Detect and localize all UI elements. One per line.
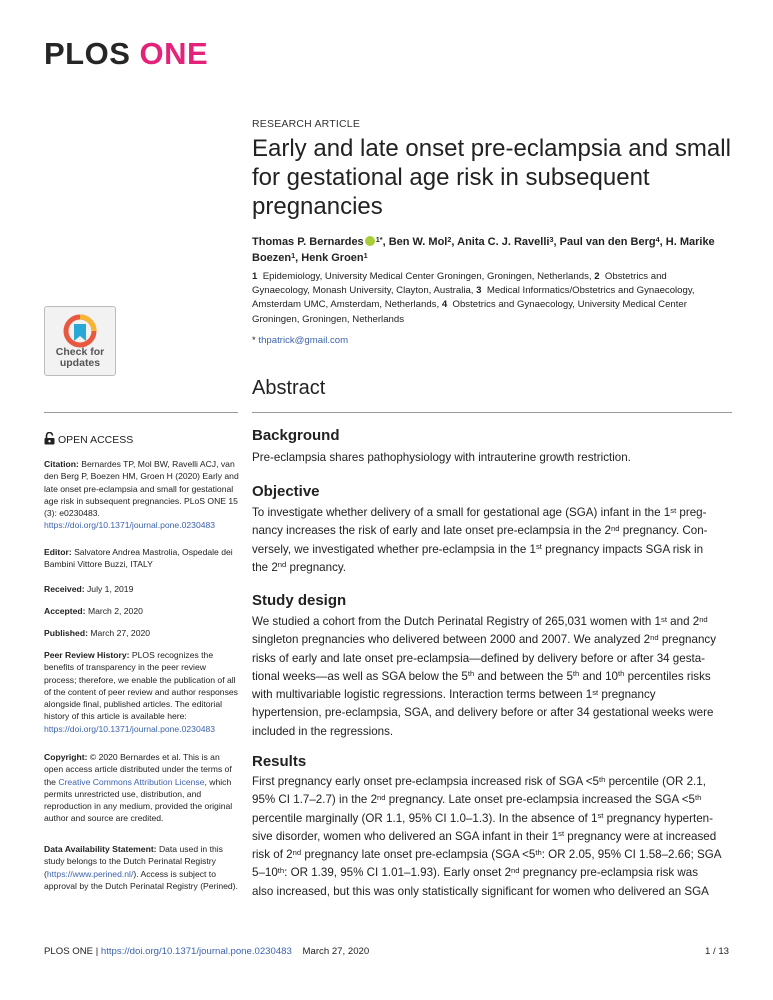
peer-review-text: PLOS recognizes the benefits of transparency in the peer review process; therefore, we enable the publication of all of the content of peer review and author responses alongside final, published articles. The editorial history of this article is available here: [44, 650, 238, 722]
data-availability-label: Data Availability Statement: [44, 844, 157, 854]
affiliation-ref: 1 [375, 234, 380, 244]
citation-block [44, 458, 240, 532]
results-heading: Results [252, 753, 307, 770]
affiliation-text: Obstetrics and Gynaecology, University Medical Center Groningen, Groningen, Netherlands [252, 299, 687, 325]
affiliation-ref: 2 [447, 234, 452, 244]
badge-line: Check for [55, 346, 105, 358]
corresponding-mark: * [252, 335, 256, 346]
affiliation-text: Medical Informatics/Obstetrics and Gynaecology, Amsterdam UMC, Amsterdam, Netherlands, [252, 285, 695, 311]
copyright-block [44, 751, 240, 825]
data-availability-text: Data used in this study belongs to the Dutch Perinatal Registry ( [44, 844, 223, 879]
copyright-text: , which permits unrestricted use, distribution, and reproduction in any medium, provided the original author and source are credited. [44, 776, 233, 824]
accepted-label: Accepted: [44, 606, 86, 616]
objective-text: To investigate whether delivery of a small for gestational age (SGA) infant in the 1st preg-nancy increases the risk of early and late onset pre-eclampsia in the 2nd pregnancy. Con-versely, we investigated whether pre-eclampsia in the 1st pregnancy impacts SGA risk in the 2nd pregnancy. [252, 505, 708, 574]
study-design-heading: Study design [252, 592, 347, 609]
bookmark-ring-icon [63, 314, 97, 348]
logo-one: ONE [139, 36, 209, 71]
published-label: Published: [44, 628, 88, 638]
affiliation-text: Epidemiology, University Medical Center Groningen, Groningen, Netherlands, [262, 271, 592, 282]
study-design-text: We studied a cohort from the Dutch Perinatal Registry of 265,031 women with 1st and 2nd singleton pregnancies who delivered between 2000 and 2007. We analyzed 2nd pregnancy risks of early and late onset pre-eclampsia—defined by delivery before or after 34 gesta-tional weeks—as well as SGA below the 5th and between the 5th and 10th percentiles risks with multivariable logistic regressions. Interaction terms between 1st pregnancy hypertension, pre-eclampsia, SGA, and delivery before or after 34 gestational weeks were included in the regressions. [252, 614, 716, 738]
abstract-divider [252, 412, 732, 413]
peer-review-block [44, 649, 240, 735]
citation-text: Bernardes TP, Mol BW, Ravelli ACJ, van den Berg P, Boezen HM, Groen H (2020) Early and late onset pre-eclampsia and small for gestational age risk in subsequent pregnancies. PLoS ONE 15 (3): e0230483. [44, 459, 239, 519]
author-list: Thomas P. Bernardes $^{1*}$, Ben W. Mol$^2$, Anita C. J. Ravelli$^3$, Paul van den Berg$^4$, H. Marike Boezen$^1$, Henk Groen$^1$ [252, 234, 715, 264]
affiliation-ref: 1 [363, 250, 368, 260]
background-text: Pre-eclampsia shares pathophysiology with intrauterine growth restriction. [252, 451, 631, 464]
sidebar-divider [44, 412, 238, 413]
open-access-label [44, 432, 133, 446]
article-title: Early and late onset pre-eclampsia and small for gestational age risk in subsequent pregnancies [252, 135, 731, 220]
editor-label: Editor: [44, 547, 72, 557]
author-name[interactable]: H. Marike Boezen [252, 236, 715, 264]
published-date: March 27, 2020 [90, 628, 151, 638]
affiliation-ref: 4 [655, 234, 660, 244]
objective-heading: Objective [252, 483, 320, 500]
received-date: July 1, 2019 [87, 584, 134, 594]
affiliations [252, 270, 722, 327]
logo-plos: PLOS [44, 36, 131, 71]
editor-block [44, 546, 240, 571]
check-for-updates-badge[interactable] [44, 306, 116, 376]
results-text: First pregnancy early onset pre-eclampsia increased risk of SGA <5th percentile (OR 2.1, 95% CI 1.7–2.7) in the 2nd pregnancy. Late onset pre-eclampsia increased the SGA <5th percentile marginally (OR 1.1, 95% CI 1.0–1.3). In the absence of 1st pregnancy hyperten-sive disorder, women who delivered an SGA infant in their 1st pregnancy were at increased risk of 2nd pregnancy late onset pre-eclampsia (SGA <5th: OR 2.05, 95% CI 1.58–2.66; SGA 5–10th: OR 1.39, 95% CI 1.01–1.93). Early onset 2nd pregnancy pre-eclampsia risk was also increased, but this was only statistically significant for women who delivered an SGA [252, 774, 721, 898]
received-block [44, 583, 240, 595]
accepted-block [44, 605, 240, 617]
author-name[interactable]: Paul van den Berg [559, 236, 656, 248]
affiliation-num: 4 [441, 299, 448, 311]
page-number: 1 / 13 [704, 946, 729, 957]
open-access-text: OPEN ACCESS [58, 434, 134, 446]
author-name[interactable]: Anita C. J. Ravelli [457, 236, 550, 248]
data-availability-text: ). Access is subject to approval by the Dutch Perinatal Registry (Perined). [44, 868, 238, 891]
data-availability-block [44, 843, 240, 892]
editor-text: Salvatore Andrea Mastrolia, Ospedale dei Bambini Vittore Buzzi, ITALY [44, 547, 233, 570]
author-name[interactable]: Henk Groen [301, 252, 364, 264]
affiliation-num: 2 [594, 271, 600, 282]
copyright-text: © 2020 Bernardes et al. This is an open access article distributed under the terms of the [44, 752, 232, 787]
author-name[interactable]: Thomas P. Bernardes [252, 236, 364, 248]
footer-date: March 27, 2020 [302, 946, 370, 957]
affiliation-ref: 1 [291, 250, 296, 260]
affiliation-text: Obstetrics and Gynaecology, Monash University, Clayton, Australia, [252, 271, 667, 297]
corresponding-email [252, 335, 348, 346]
citation-doi-link[interactable]: https://doi.org/10.1371/journal.pone.0230483 [44, 520, 216, 531]
affiliation-num: 1 [252, 271, 258, 282]
perined-link[interactable]: https://www.perined.nl/ [46, 868, 134, 879]
affiliation-ref: 3 [549, 234, 554, 244]
email-link[interactable]: thpatrick@gmail.com [258, 335, 349, 346]
footer-journal: PLOS ONE | [44, 946, 99, 957]
received-label: Received: [44, 584, 85, 594]
copyright-label: Copyright: [44, 752, 88, 762]
journal-logo [44, 36, 208, 72]
orcid-icon[interactable] [365, 236, 375, 246]
background-heading: Background [252, 427, 340, 444]
peer-review-link[interactable]: https://doi.org/10.1371/journal.pone.0230483 [44, 723, 216, 734]
check-for-updates-label [45, 347, 115, 369]
affiliation-num: 3 [476, 285, 482, 297]
article-type: RESEARCH ARTICLE [252, 118, 361, 130]
published-block [44, 627, 240, 639]
accepted-date: March 2, 2020 [87, 606, 143, 616]
open-lock-icon [44, 432, 55, 445]
author-name[interactable]: Ben W. Mol [388, 236, 448, 248]
peer-review-label: Peer Review History: [44, 650, 130, 660]
citation-label: Citation: [44, 459, 79, 469]
badge-line: updates [59, 357, 101, 369]
abstract-heading: Abstract [252, 377, 326, 399]
footer-doi-link[interactable]: https://doi.org/10.1371/journal.pone.0230483 [100, 946, 292, 957]
corresponding-mark: * [379, 234, 383, 244]
license-link[interactable]: Creative Commons Attribution License [58, 776, 205, 787]
page-footer [44, 946, 369, 957]
